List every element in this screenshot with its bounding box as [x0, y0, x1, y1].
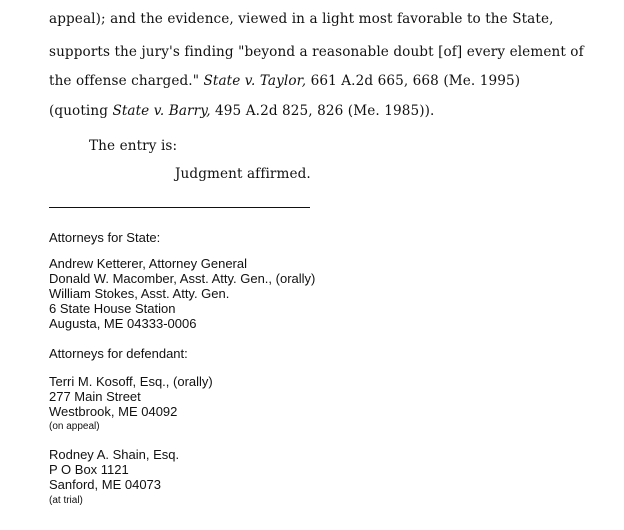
attorney-line: 277 Main Street [49, 389, 141, 404]
opinion-text: 495 A.2d 825, 826 (Me. 1985)). [210, 103, 435, 119]
attorney-line: William Stokes, Asst. Atty. Gen. [49, 286, 230, 301]
opinion-text: 661 A.2d 665, 668 (Me. 1995) [306, 73, 521, 89]
attorney-line: P O Box 1121 [49, 462, 129, 477]
attorney-line: Donald W. Macomber, Asst. Atty. Gen., (orally) [49, 271, 316, 286]
case-citation: State v. Taylor, [203, 73, 307, 89]
opinion-line: supports the jury's finding "beyond a reasonable doubt [of] every element of [49, 44, 584, 60]
defendant-attorneys-heading: Attorneys for defendant: [49, 346, 188, 361]
attorney-line: Andrew Ketterer, Attorney General [49, 256, 247, 271]
opinion-line: appeal); and the evidence, viewed in a light most favorable to the State, [49, 11, 554, 27]
opinion-text: (quoting [49, 103, 113, 119]
attorney-line: Westbrook, ME 04092 [49, 404, 178, 419]
entry-label: The entry is: [89, 138, 178, 154]
counsel-note: (at trial) [49, 495, 83, 506]
section-divider [49, 207, 310, 208]
state-attorneys-heading: Attorneys for State: [49, 230, 161, 245]
attorney-line: 6 State House Station [49, 301, 176, 316]
attorney-line: Terri M. Kosoff, Esq., (orally) [49, 374, 213, 389]
opinion-line [49, 102, 434, 120]
opinion-text: the offense charged." [49, 73, 204, 89]
attorney-line: Rodney A. Shain, Esq. [49, 447, 180, 462]
opinion-line [49, 72, 520, 90]
attorney-line: Augusta, ME 04333-0006 [49, 316, 197, 331]
counsel-note: (on appeal) [49, 421, 100, 432]
attorney-line: Sanford, ME 04073 [49, 477, 162, 492]
case-citation: State v. Barry, [112, 103, 211, 119]
judgment-text: Judgment affirmed. [175, 166, 311, 182]
